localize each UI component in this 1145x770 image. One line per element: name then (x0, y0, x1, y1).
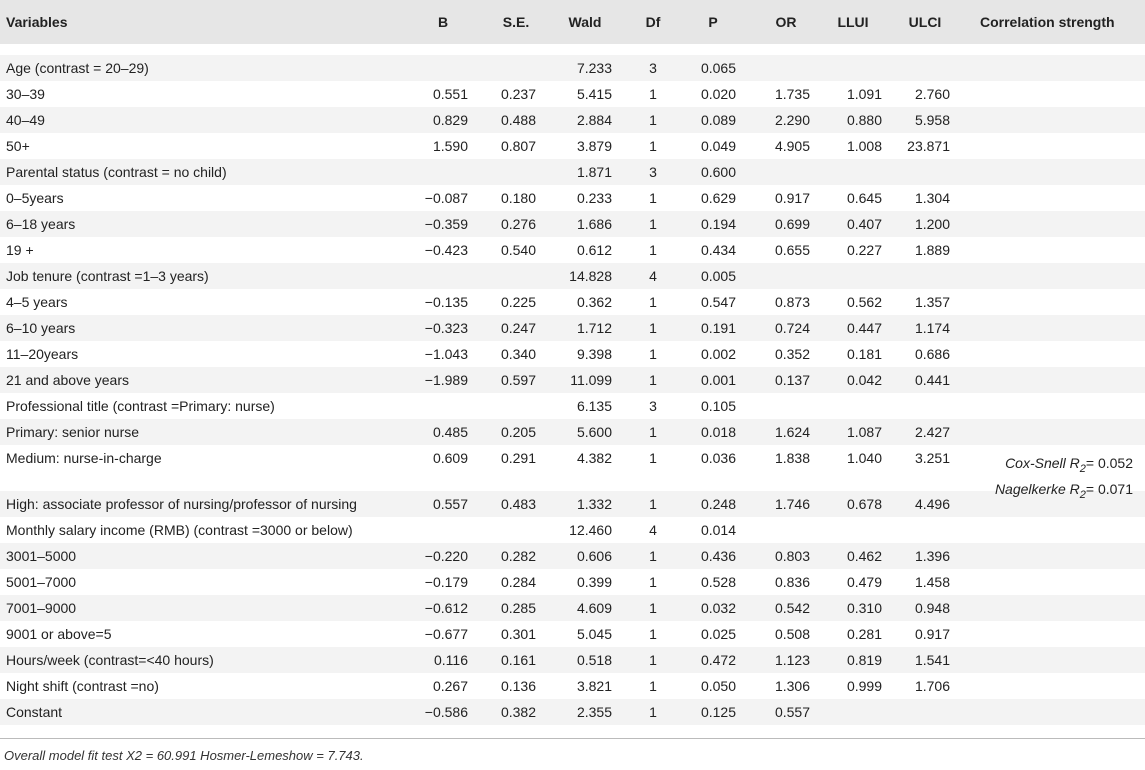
cell-or: 1.838 (774, 450, 810, 466)
nagelkerke-value: = 0.071 (1085, 480, 1133, 497)
cell-llui: 1.087 (846, 424, 882, 440)
cell-wald: 5.600 (576, 424, 612, 440)
cell-df: 1 (649, 216, 657, 232)
cell-variable: 7001–9000 (6, 600, 77, 616)
table-header (0, 0, 1145, 44)
cell-df: 1 (649, 294, 657, 310)
cell-ulci: 0.948 (914, 600, 950, 616)
cell-b (418, 159, 468, 185)
cell-wald: 2.355 (576, 704, 612, 720)
cell-p: 0.002 (700, 346, 736, 362)
cell-b: −0.677 (424, 626, 468, 642)
nagelkerke-sub: 2 (1079, 488, 1086, 501)
cell-or: 0.917 (774, 190, 810, 206)
cell-se: 0.488 (500, 112, 536, 128)
header-df: Df (645, 14, 661, 30)
header-p: P (708, 14, 718, 30)
cell-or: 0.724 (774, 320, 810, 336)
cell-llui: 0.227 (846, 242, 882, 258)
cell-p: 0.436 (700, 548, 736, 564)
cell-ulci: 2.760 (914, 86, 950, 102)
cell-ulci (900, 159, 950, 185)
header-se: S.E. (502, 14, 530, 30)
nagelkerke-label: Nagelkerke R (994, 480, 1080, 497)
cell-p: 0.020 (700, 86, 736, 102)
cell-wald: 4.609 (576, 600, 612, 616)
cell-wald: 1.332 (576, 496, 612, 512)
cell-df: 1 (649, 86, 657, 102)
cell-or: 1.735 (774, 86, 810, 102)
cell-variable: 6–18 years (6, 216, 76, 232)
cell-p: 0.472 (700, 652, 736, 668)
cell-se: 0.205 (500, 424, 536, 440)
cell-llui: 0.678 (846, 496, 882, 512)
cell-ulci: 0.917 (914, 626, 950, 642)
cell-llui: 0.462 (846, 548, 882, 564)
cell-or (760, 393, 810, 419)
cell-wald: 14.828 (569, 268, 612, 284)
cell-b (418, 517, 468, 543)
cell-variable: 40–49 (6, 112, 45, 128)
cell-se (496, 517, 536, 543)
cell-or: 1.624 (774, 424, 810, 440)
cell-ulci: 1.174 (914, 320, 950, 336)
cell-variable: 6–10 years (6, 320, 76, 336)
cell-b (418, 55, 468, 81)
bottom-rule (0, 738, 1145, 739)
cell-wald: 0.612 (576, 242, 612, 258)
table-row (0, 569, 1145, 595)
header-b: B (437, 14, 449, 30)
cell-wald: 2.884 (576, 112, 612, 128)
cell-or (760, 55, 810, 81)
cell-variable: Constant (6, 704, 63, 720)
cell-ulci: 4.496 (914, 496, 950, 512)
cell-p: 0.194 (700, 216, 736, 232)
cell-variable: Parental status (contrast = no child) (6, 164, 227, 180)
table-row (0, 367, 1145, 393)
cell-p: 0.528 (700, 574, 736, 590)
cell-llui (832, 517, 882, 543)
cell-ulci: 1.706 (914, 678, 950, 694)
cell-ulci: 1.304 (914, 190, 950, 206)
table-row (0, 393, 1145, 419)
cell-p: 0.065 (700, 60, 736, 76)
cell-or: 0.873 (774, 294, 810, 310)
cell-ulci: 2.427 (914, 424, 950, 440)
cell-ulci (900, 699, 950, 725)
cell-ulci (900, 517, 950, 543)
cell-b: −0.220 (424, 548, 468, 564)
cell-wald: 7.233 (576, 60, 612, 76)
cell-se (496, 393, 536, 419)
cell-variable: Age (contrast = 20–29) (6, 60, 149, 76)
cell-b: 0.551 (432, 86, 468, 102)
cell-variable: 19 + (6, 242, 34, 258)
cell-df: 3 (649, 164, 657, 180)
cell-se: 0.161 (500, 652, 536, 668)
cell-df: 1 (649, 138, 657, 154)
cell-ulci: 1.541 (914, 652, 950, 668)
cell-df: 4 (649, 522, 657, 538)
cell-se (496, 159, 536, 185)
cell-variable: 5001–7000 (6, 574, 77, 590)
cox-snell-label: Cox-Snell R (1005, 455, 1080, 471)
cell-ulci: 1.200 (914, 216, 950, 232)
cell-df: 3 (649, 398, 657, 414)
cell-wald: 5.045 (576, 626, 612, 642)
cell-df: 1 (649, 424, 657, 440)
cell-wald: 9.398 (576, 346, 612, 362)
cell-llui: 0.645 (846, 190, 882, 206)
cell-df: 1 (649, 112, 657, 128)
cell-llui: 0.880 (846, 112, 882, 128)
cell-variable: 3001–5000 (6, 548, 77, 564)
cell-llui: 0.999 (846, 678, 882, 694)
cell-df: 1 (649, 652, 657, 668)
cell-se: 0.340 (500, 346, 536, 362)
cell-llui (832, 393, 882, 419)
cell-se: 0.540 (500, 242, 536, 258)
cell-se: 0.237 (500, 86, 536, 102)
table-row (0, 647, 1145, 673)
table-row (0, 543, 1145, 569)
cell-b: −0.087 (424, 190, 468, 206)
cell-llui (832, 699, 882, 725)
cell-df: 3 (649, 60, 657, 76)
cell-b (418, 263, 468, 289)
cell-p: 0.191 (700, 320, 736, 336)
cell-llui: 0.310 (846, 600, 882, 616)
cell-p: 0.248 (700, 496, 736, 512)
header-correlation-strength: Correlation strength (980, 14, 1115, 30)
cell-variable: 11–20years (6, 346, 79, 362)
cell-or: 2.290 (774, 112, 810, 128)
cell-b: −0.323 (424, 320, 468, 336)
cell-p: 0.036 (700, 450, 736, 466)
table-row (0, 211, 1145, 237)
cell-b: −0.586 (424, 704, 468, 720)
cell-se (496, 263, 536, 289)
cell-ulci: 5.958 (914, 112, 950, 128)
cell-b (418, 393, 468, 419)
cell-or (760, 517, 810, 543)
cell-se: 0.291 (500, 450, 536, 466)
cell-b: −0.423 (424, 242, 468, 258)
cell-p: 0.018 (700, 424, 736, 440)
table-row (0, 341, 1145, 367)
table-row (0, 107, 1145, 133)
cell-wald: 3.879 (576, 138, 612, 154)
cell-df: 1 (649, 372, 657, 388)
cell-wald: 3.821 (576, 678, 612, 694)
cell-wald: 1.712 (576, 320, 612, 336)
cell-ulci (900, 55, 950, 81)
cell-wald: 0.233 (576, 190, 612, 206)
cell-ulci: 3.251 (914, 450, 950, 466)
cell-se: 0.285 (500, 600, 536, 616)
table-row (0, 185, 1145, 211)
table-row (0, 237, 1145, 263)
cell-p: 0.005 (700, 268, 736, 284)
cell-se: 0.382 (500, 704, 536, 720)
cell-wald: 0.399 (576, 574, 612, 590)
cell-df: 1 (649, 190, 657, 206)
cell-se: 0.301 (500, 626, 536, 642)
header-or: OR (775, 14, 797, 30)
table-row (0, 159, 1145, 185)
cell-p: 0.125 (700, 704, 736, 720)
cell-wald: 1.871 (576, 164, 612, 180)
cell-variable: 30–39 (6, 86, 45, 102)
cell-se: 0.225 (500, 294, 536, 310)
cell-variable: Primary: senior nurse (6, 424, 140, 440)
cox-snell-sub: 2 (1079, 462, 1086, 475)
table-row (0, 621, 1145, 647)
cell-df: 4 (649, 268, 657, 284)
cell-p: 0.600 (700, 164, 736, 180)
cell-se: 0.247 (500, 320, 536, 336)
cell-llui: 0.819 (846, 652, 882, 668)
table-row (0, 315, 1145, 341)
cell-variable: High: associate professor of nursing/professor of nursing (6, 496, 357, 512)
cell-or: 0.508 (774, 626, 810, 642)
cell-ulci: 0.686 (914, 346, 950, 362)
cell-b: 1.590 (432, 138, 468, 154)
cell-p: 0.547 (700, 294, 736, 310)
cell-variable: Hours/week (contrast=<40 hours) (6, 652, 214, 668)
cell-b: −0.612 (424, 600, 468, 616)
cell-variable: Night shift (contrast =no) (6, 678, 159, 694)
cell-p: 0.014 (700, 522, 736, 538)
cox-snell-stat (995, 453, 1133, 479)
table-row (0, 81, 1145, 107)
cell-p: 0.089 (700, 112, 736, 128)
cell-or: 1.123 (774, 652, 810, 668)
cell-variable: 50+ (6, 138, 30, 154)
cell-wald: 12.460 (569, 522, 612, 538)
cell-se: 0.284 (500, 574, 536, 590)
cell-variable: 9001 or above=5 (6, 626, 112, 642)
cell-wald: 4.382 (576, 450, 612, 466)
cell-b: 0.609 (432, 450, 468, 466)
cell-df: 1 (649, 496, 657, 512)
cell-variable: 0–5years (6, 190, 64, 206)
cell-or: 1.746 (774, 496, 810, 512)
cell-b: 0.485 (432, 424, 468, 440)
table-row (0, 133, 1145, 159)
cell-ulci (900, 263, 950, 289)
cell-ulci: 1.357 (914, 294, 950, 310)
cell-df: 1 (649, 346, 657, 362)
cell-df: 1 (649, 574, 657, 590)
cell-se: 0.276 (500, 216, 536, 232)
cell-variable: Professional title (contrast =Primary: nurse) (6, 398, 275, 414)
cell-p: 0.025 (700, 626, 736, 642)
header-variables: Variables (6, 14, 68, 30)
cell-df: 1 (649, 626, 657, 642)
cell-variable: Medium: nurse-in-charge (6, 450, 162, 466)
cell-df: 1 (649, 600, 657, 616)
cell-llui: 0.042 (846, 372, 882, 388)
cell-b: −1.989 (424, 372, 468, 388)
cell-se: 0.597 (500, 372, 536, 388)
cell-wald: 0.606 (576, 548, 612, 564)
cell-b: −1.043 (424, 346, 468, 362)
cell-llui: 0.281 (846, 626, 882, 642)
cell-b: 0.116 (434, 652, 468, 668)
cell-b: 0.829 (432, 112, 468, 128)
header-llui: LLUI (837, 14, 869, 30)
cell-llui: 0.181 (846, 346, 882, 362)
cell-or: 0.655 (774, 242, 810, 258)
cell-llui: 1.040 (846, 450, 882, 466)
cell-ulci (900, 393, 950, 419)
cell-p: 0.001 (700, 372, 736, 388)
cell-wald: 0.518 (576, 652, 612, 668)
cell-p: 0.434 (700, 242, 736, 258)
table-row (0, 419, 1145, 445)
table-row (0, 699, 1145, 725)
cell-or: 0.137 (774, 372, 810, 388)
cell-or: 0.836 (774, 574, 810, 590)
cell-variable: 4–5 years (6, 294, 68, 310)
cell-se: 0.282 (500, 548, 536, 564)
cell-llui (832, 263, 882, 289)
cell-variable: Job tenure (contrast =1–3 years) (6, 268, 209, 284)
cell-wald: 11.099 (570, 372, 612, 388)
table-row (0, 517, 1145, 543)
cell-or: 0.699 (774, 216, 810, 232)
table-row (0, 289, 1145, 315)
cell-b: −0.135 (424, 294, 468, 310)
cell-p: 0.032 (700, 600, 736, 616)
cell-or: 0.542 (774, 600, 810, 616)
cell-llui: 0.407 (846, 216, 882, 232)
cell-df: 1 (649, 242, 657, 258)
cell-or: 1.306 (774, 678, 810, 694)
cell-llui: 0.447 (846, 320, 882, 336)
cell-p: 0.049 (700, 138, 736, 154)
cell-se: 0.483 (500, 496, 536, 512)
table-row (0, 263, 1145, 289)
cell-b: 0.557 (432, 496, 468, 512)
cell-or (760, 159, 810, 185)
cell-se: 0.136 (500, 678, 536, 694)
cell-wald: 1.686 (576, 216, 612, 232)
cell-df: 1 (649, 450, 657, 466)
nagelkerke-stat (995, 479, 1133, 505)
header-ulci: ULCI (908, 14, 942, 30)
cell-se: 0.180 (500, 190, 536, 206)
header-wald: Wald (568, 14, 602, 30)
cell-wald: 5.415 (576, 86, 612, 102)
cell-ulci: 1.396 (914, 548, 950, 564)
cell-se: 0.807 (500, 138, 536, 154)
cell-ulci: 23.871 (907, 138, 950, 154)
cell-b: −0.179 (424, 574, 468, 590)
table-row (0, 673, 1145, 699)
cell-llui: 1.091 (846, 86, 882, 102)
table-row (0, 55, 1145, 81)
cell-se (496, 55, 536, 81)
cell-llui: 1.008 (846, 138, 882, 154)
cell-df: 1 (649, 678, 657, 694)
cell-df: 1 (649, 320, 657, 336)
cell-variable: 21 and above years (6, 372, 129, 388)
cell-p: 0.050 (700, 678, 736, 694)
cell-variable: Monthly salary income (RMB) (contrast =3000 or below) (6, 522, 353, 538)
cell-llui (832, 159, 882, 185)
cell-llui: 0.562 (846, 294, 882, 310)
cell-or: 0.803 (774, 548, 810, 564)
cox-snell-value: = 0.052 (1085, 455, 1133, 471)
cell-wald: 6.135 (576, 398, 612, 414)
cell-ulci: 1.889 (914, 242, 950, 258)
cell-or (760, 263, 810, 289)
cell-or: 4.905 (774, 138, 810, 154)
cell-or: 0.557 (774, 704, 810, 720)
cell-llui (832, 55, 882, 81)
table-footnote: Overall model fit test X2 = 60.991 Hosmer-Lemeshow = 7.743. (4, 748, 364, 763)
table-row (0, 595, 1145, 621)
table-row (0, 445, 1145, 491)
cell-df: 1 (649, 704, 657, 720)
correlation-strength-values (995, 453, 1133, 505)
cell-ulci: 0.441 (914, 372, 950, 388)
cell-p: 0.105 (700, 398, 736, 414)
cell-or: 0.352 (774, 346, 810, 362)
cell-df: 1 (649, 548, 657, 564)
cell-b: −0.359 (424, 216, 468, 232)
cell-b: 0.267 (432, 678, 468, 694)
cell-wald: 0.362 (576, 294, 612, 310)
cell-ulci: 1.458 (914, 574, 950, 590)
cell-llui: 0.479 (846, 574, 882, 590)
cell-p: 0.629 (700, 190, 736, 206)
